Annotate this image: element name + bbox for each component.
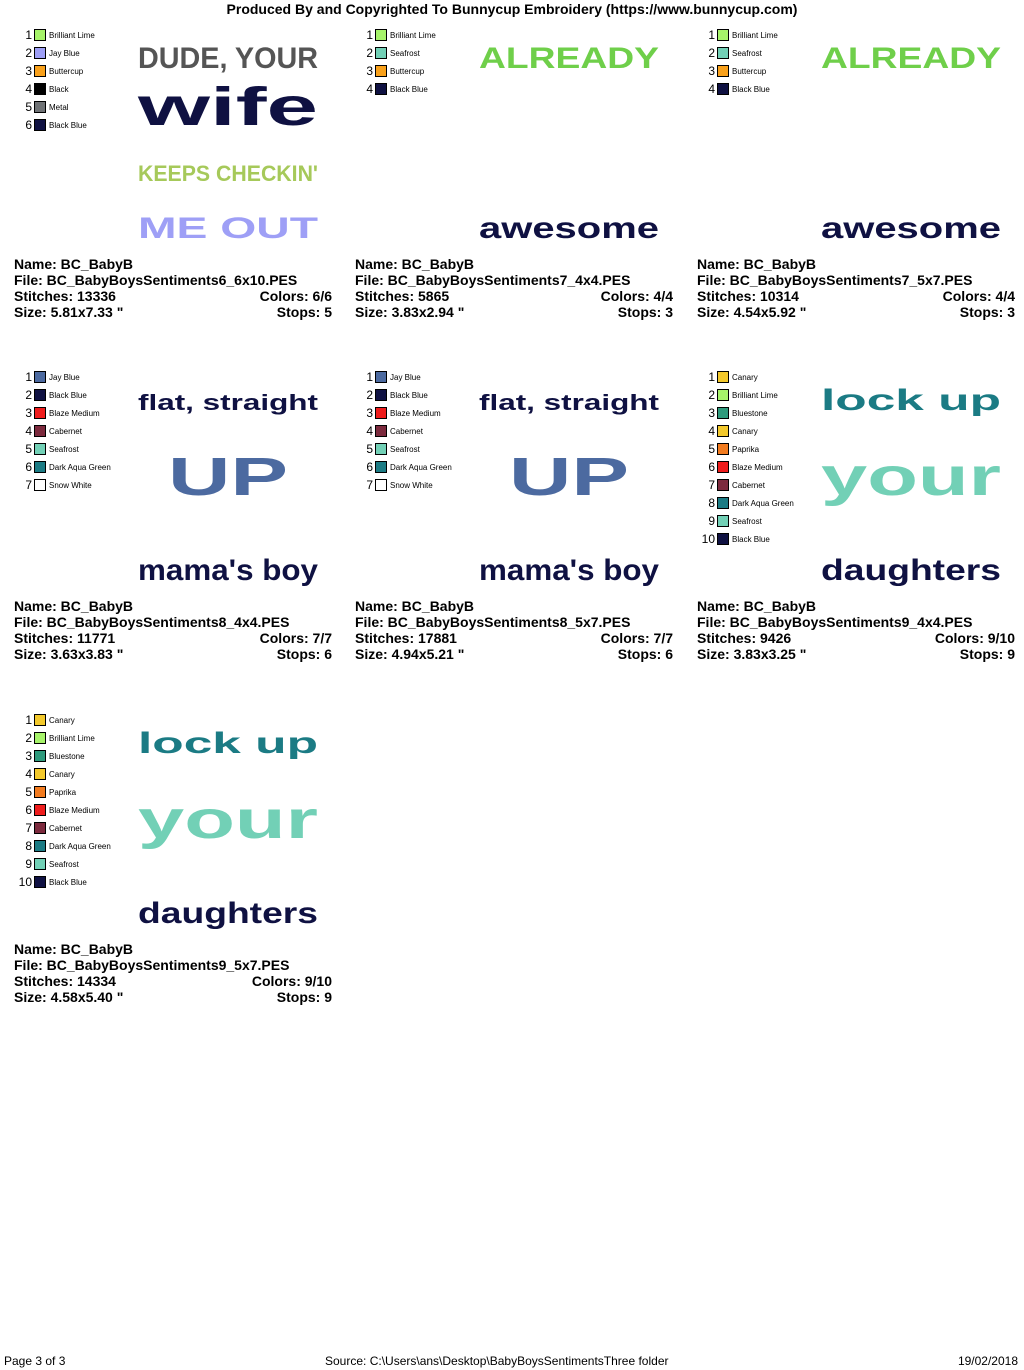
thread-swatch: [375, 65, 387, 77]
thread-color-row: [359, 62, 471, 80]
thread-swatch: [34, 65, 46, 77]
thread-color-row: [18, 747, 130, 765]
thread-swatch: [375, 47, 387, 59]
design-colors: Colors: 4/4: [942, 288, 1015, 304]
thread-number: 3: [708, 406, 715, 420]
thread-number: 2: [708, 388, 715, 402]
design-preview: [126, 28, 330, 252]
thread-swatch: [34, 47, 46, 59]
thread-color-row: [701, 404, 813, 422]
thread-name: Brilliant Lime: [732, 390, 778, 400]
thread-swatch: [375, 83, 387, 95]
design-text-line: flat, straight: [479, 390, 660, 415]
design-text-line: flat, straight: [138, 390, 319, 415]
thread-number: 5: [708, 442, 715, 456]
thread-name: Jay Blue: [390, 372, 421, 382]
thread-name: Black Blue: [732, 84, 770, 94]
thread-number: 4: [708, 424, 715, 438]
design-size: Size: 4.54x5.92 ": [697, 304, 807, 320]
design-info: [697, 256, 1015, 320]
thread-name: Paprika: [732, 444, 760, 454]
design-file: File: BC_BabyBoysSentiments9_4x4.PES: [697, 614, 973, 630]
thread-name: Dark Aqua Green: [49, 462, 111, 472]
design-preview: [126, 370, 330, 594]
thread-color-row: [18, 819, 130, 837]
thread-name: Snow White: [390, 480, 433, 490]
design-file: File: BC_BabyBoysSentiments9_5x7.PES: [14, 957, 290, 973]
design-stops: Stops: 6: [617, 646, 673, 662]
thread-swatch: [34, 389, 46, 401]
thread-color-row: [18, 873, 130, 891]
thread-name: Seafrost: [390, 48, 420, 58]
thread-name: Snow White: [49, 480, 92, 490]
design-text-line: wife: [136, 77, 318, 137]
thread-name: Paprika: [49, 787, 77, 797]
source-path: Source: C:\Users\ans\Desktop\BabyBoysSentimentsThree folder: [325, 1354, 669, 1368]
thread-number: 6: [25, 460, 32, 474]
thread-name: Canary: [49, 715, 75, 725]
design-info: [697, 598, 1015, 662]
thread-name: Seafrost: [49, 444, 79, 454]
thread-color-row: [18, 368, 130, 386]
thread-color-row: [359, 476, 471, 494]
thread-name: Canary: [49, 769, 75, 779]
thread-swatch: [375, 443, 387, 455]
thread-number: 5: [25, 100, 32, 114]
design-text-line: mama's boy: [138, 554, 319, 587]
thread-number: 1: [366, 28, 373, 42]
thread-swatch: [34, 29, 46, 41]
thread-name: Blaze Medium: [49, 805, 100, 815]
thread-color-row: [359, 440, 471, 458]
thread-number: 6: [25, 803, 32, 817]
design-stops: Stops: 5: [276, 304, 332, 320]
thread-name: Jay Blue: [49, 372, 80, 382]
thread-color-row: [18, 422, 130, 440]
design-text-line: your: [821, 447, 1001, 507]
thread-number: 1: [708, 28, 715, 42]
thread-color-row: [359, 404, 471, 422]
thread-swatch: [375, 371, 387, 383]
thread-name: Buttercup: [49, 66, 84, 76]
design-size: Size: 3.83x2.94 ": [355, 304, 465, 320]
thread-name: Black Blue: [49, 390, 87, 400]
thread-swatch: [34, 858, 46, 870]
design-name: Name: BC_BabyB: [14, 598, 134, 614]
thread-color-row: [18, 783, 130, 801]
thread-name: Bluestone: [732, 408, 768, 418]
design-stitches: Stitches: 10314: [697, 288, 799, 304]
thread-number: 6: [25, 118, 32, 132]
thread-number: 10: [18, 875, 32, 889]
thread-color-list: [18, 26, 130, 134]
thread-name: Black Blue: [49, 877, 87, 887]
thread-swatch: [717, 407, 729, 419]
design-artwork: [126, 28, 330, 252]
design-file: File: BC_BabyBoysSentiments6_6x10.PES: [14, 272, 298, 288]
design-stitches: Stitches: 11771: [14, 630, 116, 646]
thread-color-row: [18, 404, 130, 422]
thread-color-row: [359, 80, 471, 98]
thread-number: 7: [25, 478, 32, 492]
thread-number: 4: [708, 82, 715, 96]
thread-color-row: [18, 440, 130, 458]
design-text-line: mama's boy: [479, 554, 660, 587]
design-preview: [809, 370, 1013, 594]
design-colors: Colors: 9/10: [934, 630, 1015, 646]
thread-name: Dark Aqua Green: [390, 462, 452, 472]
thread-swatch: [34, 425, 46, 437]
thread-number: 7: [366, 478, 373, 492]
thread-color-row: [701, 422, 813, 440]
thread-color-row: [18, 26, 130, 44]
design-stops: Stops: 9: [959, 646, 1015, 662]
design-card: [14, 368, 332, 694]
thread-color-row: [701, 26, 813, 44]
design-text-line: awesome: [479, 212, 659, 245]
thread-number: 5: [366, 442, 373, 456]
thread-number: 1: [366, 370, 373, 384]
thread-name: Dark Aqua Green: [49, 841, 111, 851]
thread-swatch: [34, 479, 46, 491]
thread-color-list: [359, 368, 471, 494]
thread-swatch: [375, 479, 387, 491]
design-colors: Colors: 7/7: [259, 630, 332, 646]
print-date: 19/02/2018: [957, 1354, 1018, 1368]
design-text-line: DUDE, YOUR: [138, 42, 319, 75]
thread-color-row: [701, 476, 813, 494]
thread-color-row: [18, 729, 130, 747]
thread-number: 8: [25, 839, 32, 853]
design-size: Size: 4.94x5.21 ": [355, 646, 465, 662]
design-card: [14, 26, 332, 352]
thread-number: 5: [25, 442, 32, 456]
thread-swatch: [34, 786, 46, 798]
design-size: Size: 3.63x3.83 ": [14, 646, 124, 662]
design-text-line: ALREADY: [479, 42, 659, 75]
design-stops: Stops: 6: [276, 646, 332, 662]
thread-color-list: [701, 368, 813, 548]
thread-swatch: [717, 65, 729, 77]
thread-name: Buttercup: [390, 66, 425, 76]
thread-number: 2: [366, 388, 373, 402]
thread-number: 3: [708, 64, 715, 78]
thread-number: 1: [25, 28, 32, 42]
thread-swatch: [375, 29, 387, 41]
thread-color-row: [18, 711, 130, 729]
design-colors: Colors: 7/7: [600, 630, 673, 646]
design-file: File: BC_BabyBoysSentiments7_5x7.PES: [697, 272, 973, 288]
design-size: Size: 4.58x5.40 ": [14, 989, 124, 1005]
design-info: [355, 598, 673, 662]
thread-color-row: [18, 801, 130, 819]
thread-name: Cabernet: [732, 480, 765, 490]
design-artwork: [467, 370, 671, 594]
thread-swatch: [717, 497, 729, 509]
thread-swatch: [717, 47, 729, 59]
thread-name: Blaze Medium: [390, 408, 441, 418]
thread-color-row: [701, 80, 813, 98]
thread-name: Bluestone: [49, 751, 85, 761]
thread-name: Black Blue: [732, 534, 770, 544]
thread-swatch: [34, 840, 46, 852]
design-stops: Stops: 3: [617, 304, 673, 320]
thread-color-row: [18, 44, 130, 62]
thread-number: 3: [25, 749, 32, 763]
thread-swatch: [34, 768, 46, 780]
thread-name: Buttercup: [732, 66, 767, 76]
thread-number: 3: [366, 406, 373, 420]
thread-color-row: [18, 855, 130, 873]
thread-name: Jay Blue: [49, 48, 80, 58]
thread-name: Metal: [49, 102, 69, 112]
design-stitches: Stitches: 13336: [14, 288, 116, 304]
design-stitches: Stitches: 14334: [14, 973, 116, 989]
design-card: [14, 711, 332, 1037]
thread-color-row: [18, 476, 130, 494]
design-text-line: UP: [168, 447, 288, 507]
thread-swatch: [375, 425, 387, 437]
thread-name: Canary: [732, 372, 758, 382]
thread-name: Dark Aqua Green: [732, 498, 794, 508]
thread-swatch: [717, 515, 729, 527]
design-info: [14, 941, 332, 1005]
thread-name: Seafrost: [732, 48, 762, 58]
design-card: [355, 26, 673, 352]
thread-color-row: [701, 62, 813, 80]
thread-swatch: [34, 822, 46, 834]
design-text-line: UP: [509, 447, 629, 507]
design-artwork: [126, 370, 330, 594]
thread-color-row: [18, 62, 130, 80]
thread-swatch: [34, 714, 46, 726]
design-name: Name: BC_BabyB: [697, 256, 817, 272]
thread-color-row: [18, 765, 130, 783]
design-artwork: [126, 713, 330, 937]
thread-number: 9: [708, 514, 715, 528]
thread-color-row: [701, 440, 813, 458]
thread-swatch: [34, 371, 46, 383]
thread-number: 6: [366, 460, 373, 474]
design-info: [355, 256, 673, 320]
thread-number: 4: [366, 82, 373, 96]
thread-swatch: [34, 119, 46, 131]
design-colors: Colors: 9/10: [251, 973, 332, 989]
thread-number: 5: [25, 785, 32, 799]
thread-swatch: [375, 407, 387, 419]
design-size: Size: 5.81x7.33 ": [14, 304, 124, 320]
thread-swatch: [375, 461, 387, 473]
design-colors: Colors: 6/6: [259, 288, 332, 304]
thread-color-row: [701, 512, 813, 530]
design-stitches: Stitches: 9426: [697, 630, 792, 646]
thread-number: 2: [25, 388, 32, 402]
thread-number: 1: [708, 370, 715, 384]
thread-swatch: [34, 83, 46, 95]
thread-color-row: [701, 458, 813, 476]
thread-name: Black Blue: [390, 84, 428, 94]
thread-color-row: [359, 458, 471, 476]
thread-number: 7: [25, 821, 32, 835]
design-text-line: ME OUT: [138, 212, 318, 245]
thread-color-row: [18, 837, 130, 855]
thread-name: Black: [49, 84, 69, 94]
thread-name: Brilliant Lime: [732, 30, 778, 40]
thread-color-row: [359, 26, 471, 44]
design-card: [355, 368, 673, 694]
thread-number: 1: [25, 713, 32, 727]
thread-color-row: [701, 368, 813, 386]
thread-name: Cabernet: [49, 823, 82, 833]
thread-number: 4: [366, 424, 373, 438]
thread-color-row: [701, 386, 813, 404]
design-card: [697, 26, 1015, 352]
thread-color-row: [18, 116, 130, 134]
thread-name: Brilliant Lime: [49, 733, 95, 743]
thread-number: 6: [708, 460, 715, 474]
thread-swatch: [34, 876, 46, 888]
thread-swatch: [717, 389, 729, 401]
thread-name: Black Blue: [390, 390, 428, 400]
design-stops: Stops: 3: [959, 304, 1015, 320]
design-file: File: BC_BabyBoysSentiments7_4x4.PES: [355, 272, 631, 288]
design-name: Name: BC_BabyB: [697, 598, 817, 614]
thread-number: 2: [25, 46, 32, 60]
design-text-line: daughters: [138, 897, 318, 930]
design-preview: [809, 28, 1013, 252]
thread-swatch: [717, 479, 729, 491]
thread-color-row: [18, 80, 130, 98]
design-stops: Stops: 9: [276, 989, 332, 1005]
thread-swatch: [717, 83, 729, 95]
thread-name: Seafrost: [390, 444, 420, 454]
thread-color-row: [701, 530, 813, 548]
thread-color-list: [18, 368, 130, 494]
design-name: Name: BC_BabyB: [355, 256, 475, 272]
thread-color-list: [701, 26, 813, 98]
design-text-line: your: [138, 790, 318, 850]
thread-color-row: [18, 386, 130, 404]
thread-name: Canary: [732, 426, 758, 436]
page-header: Produced By and Copyrighted To Bunnycup Embroidery (https://www.bunnycup.com): [226, 1, 798, 17]
thread-number: 9: [25, 857, 32, 871]
design-info: [14, 598, 332, 662]
design-name: Name: BC_BabyB: [355, 598, 475, 614]
thread-name: Black Blue: [49, 120, 87, 130]
design-name: Name: BC_BabyB: [14, 941, 134, 957]
design-artwork: [809, 28, 1013, 252]
thread-swatch: [375, 389, 387, 401]
design-info: [14, 256, 332, 320]
thread-swatch: [717, 443, 729, 455]
thread-swatch: [34, 750, 46, 762]
thread-color-row: [359, 422, 471, 440]
design-text-line: lock up: [138, 727, 318, 760]
design-file: File: BC_BabyBoysSentiments8_5x7.PES: [355, 614, 631, 630]
thread-number: 7: [708, 478, 715, 492]
thread-number: 4: [25, 82, 32, 96]
thread-color-row: [359, 386, 471, 404]
thread-name: Cabernet: [390, 426, 423, 436]
thread-number: 3: [366, 64, 373, 78]
thread-name: Blaze Medium: [732, 462, 783, 472]
page-footer: [0, 1354, 1024, 1370]
thread-swatch: [34, 407, 46, 419]
design-file: File: BC_BabyBoysSentiments8_4x4.PES: [14, 614, 290, 630]
thread-number: 8: [708, 496, 715, 510]
thread-name: Seafrost: [49, 859, 79, 869]
thread-swatch: [717, 533, 729, 545]
design-colors: Colors: 4/4: [600, 288, 673, 304]
design-name: Name: BC_BabyB: [14, 256, 134, 272]
thread-name: Brilliant Lime: [390, 30, 436, 40]
design-text-line: lock up: [821, 384, 1001, 417]
design-size: Size: 3.83x3.25 ": [697, 646, 807, 662]
design-text-line: KEEPS CHECKIN': [138, 161, 318, 186]
thread-swatch: [34, 443, 46, 455]
design-stitches: Stitches: 17881: [355, 630, 457, 646]
design-stitches: Stitches: 5865: [355, 288, 450, 304]
thread-name: Cabernet: [49, 426, 82, 436]
thread-name: Blaze Medium: [49, 408, 100, 418]
design-artwork: [467, 28, 671, 252]
design-preview: [126, 713, 330, 937]
design-text-line: ALREADY: [821, 42, 1001, 75]
design-preview: [467, 28, 671, 252]
thread-swatch: [717, 461, 729, 473]
thread-color-row: [18, 458, 130, 476]
design-text-line: awesome: [821, 212, 1001, 245]
thread-number: 2: [25, 731, 32, 745]
thread-color-row: [359, 44, 471, 62]
thread-number: 3: [25, 406, 32, 420]
design-preview: [467, 370, 671, 594]
thread-swatch: [34, 732, 46, 744]
thread-swatch: [34, 101, 46, 113]
thread-number: 10: [701, 532, 715, 546]
thread-number: 4: [25, 424, 32, 438]
thread-number: 3: [25, 64, 32, 78]
thread-color-row: [701, 494, 813, 512]
thread-swatch: [717, 425, 729, 437]
thread-swatch: [717, 371, 729, 383]
thread-color-row: [18, 98, 130, 116]
thread-number: 4: [25, 767, 32, 781]
thread-number: 1: [25, 370, 32, 384]
thread-swatch: [717, 29, 729, 41]
thread-number: 2: [366, 46, 373, 60]
design-text-line: daughters: [821, 554, 1001, 587]
thread-swatch: [34, 804, 46, 816]
thread-swatch: [34, 461, 46, 473]
thread-name: Seafrost: [732, 516, 762, 526]
thread-color-row: [701, 44, 813, 62]
thread-color-list: [359, 26, 471, 98]
page-number: Page 3 of 3: [4, 1354, 66, 1368]
thread-name: Brilliant Lime: [49, 30, 95, 40]
thread-color-row: [359, 368, 471, 386]
design-card: [697, 368, 1015, 694]
thread-color-list: [18, 711, 130, 891]
design-artwork: [809, 370, 1013, 594]
thread-number: 2: [708, 46, 715, 60]
